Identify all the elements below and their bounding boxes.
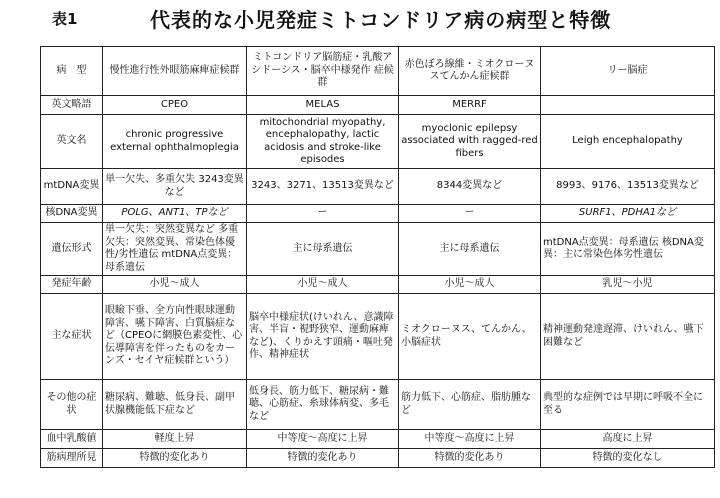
disease-type-table: [40, 46, 715, 468]
table-cell: Leigh encephalopathy: [541, 115, 715, 169]
column-header-merrf: 赤色ぼろ線維・ミオクローヌスてんかん症候群: [399, 47, 541, 96]
row-label-cell: 核DNA変異: [41, 205, 103, 223]
row-label-cell: mtDNA変異: [41, 169, 103, 205]
table-cell: 精神運動発達遅滞、けいれん、嚥下困難など: [541, 294, 715, 380]
table-cell: 小児〜成人: [247, 276, 399, 294]
table-cell: 中等度〜高度に上昇: [247, 430, 399, 449]
row-label-cell: 英文名: [41, 115, 103, 169]
table-header-row: [41, 47, 715, 96]
table-cell: 乳児〜小児: [541, 276, 715, 294]
table-cell: 単一欠失：突然変異など 多重欠失：突然変異、常染色体優性/劣性遺伝 mtDNA点変異：母系遺伝: [103, 223, 247, 276]
table-cell: 筋力低下、心筋症、脂肪腫など: [399, 380, 541, 430]
table-row: [41, 169, 715, 205]
table-row: [41, 430, 715, 449]
row-label-cell: その他の症状: [41, 380, 103, 430]
table-row: [41, 380, 715, 430]
table-cell: mitochondrial myopathy, encephalopathy, lactic acidosis and stroke-like episodes: [247, 115, 399, 169]
table-cell: 特徴的変化なし: [541, 449, 715, 468]
table-number-label: 表1: [52, 10, 78, 28]
row-label-cell: 主な症状: [41, 294, 103, 380]
table-row: [41, 294, 715, 380]
table-cell: 典型的な症例では早期に呼吸不全に至る: [541, 380, 715, 430]
column-header-melas: ミトコンドリア脳筋症・乳酸アシドーシス・脳卒中様発作 症候群: [247, 47, 399, 96]
table-cell: 8344変異など: [399, 169, 541, 205]
table-cell: ー: [399, 205, 541, 223]
table-cell: 小児〜成人: [103, 276, 247, 294]
table-cell: mtDNA点変異：母系遺伝 核DNA変異：主に常染色体劣性遺伝: [541, 223, 715, 276]
table-row: [41, 115, 715, 169]
table-row: [41, 449, 715, 468]
row-label-cell: 発症年齢: [41, 276, 103, 294]
table-row: [41, 223, 715, 276]
column-header-cpeo: 慢性進行性外眼筋麻痺症候群: [103, 47, 247, 96]
table-cell: ー: [247, 205, 399, 223]
table-cell: 特徴的変化あり: [399, 449, 541, 468]
table-cell: 高度に上昇: [541, 430, 715, 449]
table-cell: chronic progressive external ophthalmoplegia: [103, 115, 247, 169]
table-cell: SURF1、PDHA1など: [541, 205, 715, 223]
table-row: [41, 96, 715, 115]
page-title: 代表的な小児発症ミトコンドリア病の病型と特徴: [150, 8, 612, 32]
table-cell: 低身長、筋力低下、糖尿病・難聴、心筋症、糸球体病変、多毛など: [247, 380, 399, 430]
table-cell: 主に母系遺伝: [247, 223, 399, 276]
table-row: [41, 276, 715, 294]
table-cell: 特徴的変化あり: [103, 449, 247, 468]
table-cell: myoclonic epilepsy associated with ragged-red fibers: [399, 115, 541, 169]
table-cell: [541, 96, 715, 115]
table-row: [41, 205, 715, 223]
table-cell: 単一欠失、多重欠失 3243変異など: [103, 169, 247, 205]
row-label-cell: 病 型: [41, 47, 103, 96]
table-cell: ミオクローヌス、てんかん、小脳症状: [399, 294, 541, 380]
row-label-cell: 英文略語: [41, 96, 103, 115]
table-cell: POLG、ANT1、TPなど: [103, 205, 247, 223]
table-cell: 特徴的変化あり: [247, 449, 399, 468]
table-cell: 中等度〜高度に上昇: [399, 430, 541, 449]
table-cell: MERRF: [399, 96, 541, 115]
table-cell: MELAS: [247, 96, 399, 115]
table-cell: 主に母系遺伝: [399, 223, 541, 276]
row-label-cell: 遺伝形式: [41, 223, 103, 276]
table-cell: CPEO: [103, 96, 247, 115]
column-header-leigh: リー脳症: [541, 47, 715, 96]
row-label-cell: 血中乳酸値: [41, 430, 103, 449]
table-cell: 軽度上昇: [103, 430, 247, 449]
table-cell: 脳卒中様症状(けいれん、意識障害、半盲・視野狭窄、運動麻痺など)、くりかえす頭痛・嘔吐発作、精神症状: [247, 294, 399, 380]
table-cell: 3243、3271、13513変異など: [247, 169, 399, 205]
table-cell: 糖尿病、難聴、低身長、副甲状腺機能低下症など: [103, 380, 247, 430]
table-cell: 8993、9176、13513変異など: [541, 169, 715, 205]
row-label-cell: 筋病理所見: [41, 449, 103, 468]
table-cell: 眼瞼下垂、全方向性眼球運動障害、嚥下障害、白質脳症など（CPEOに網膜色素変性、心伝導障害を伴ったものをカーンズ・セイヤ症候群という）: [103, 294, 247, 380]
table-cell: 小児〜成人: [399, 276, 541, 294]
